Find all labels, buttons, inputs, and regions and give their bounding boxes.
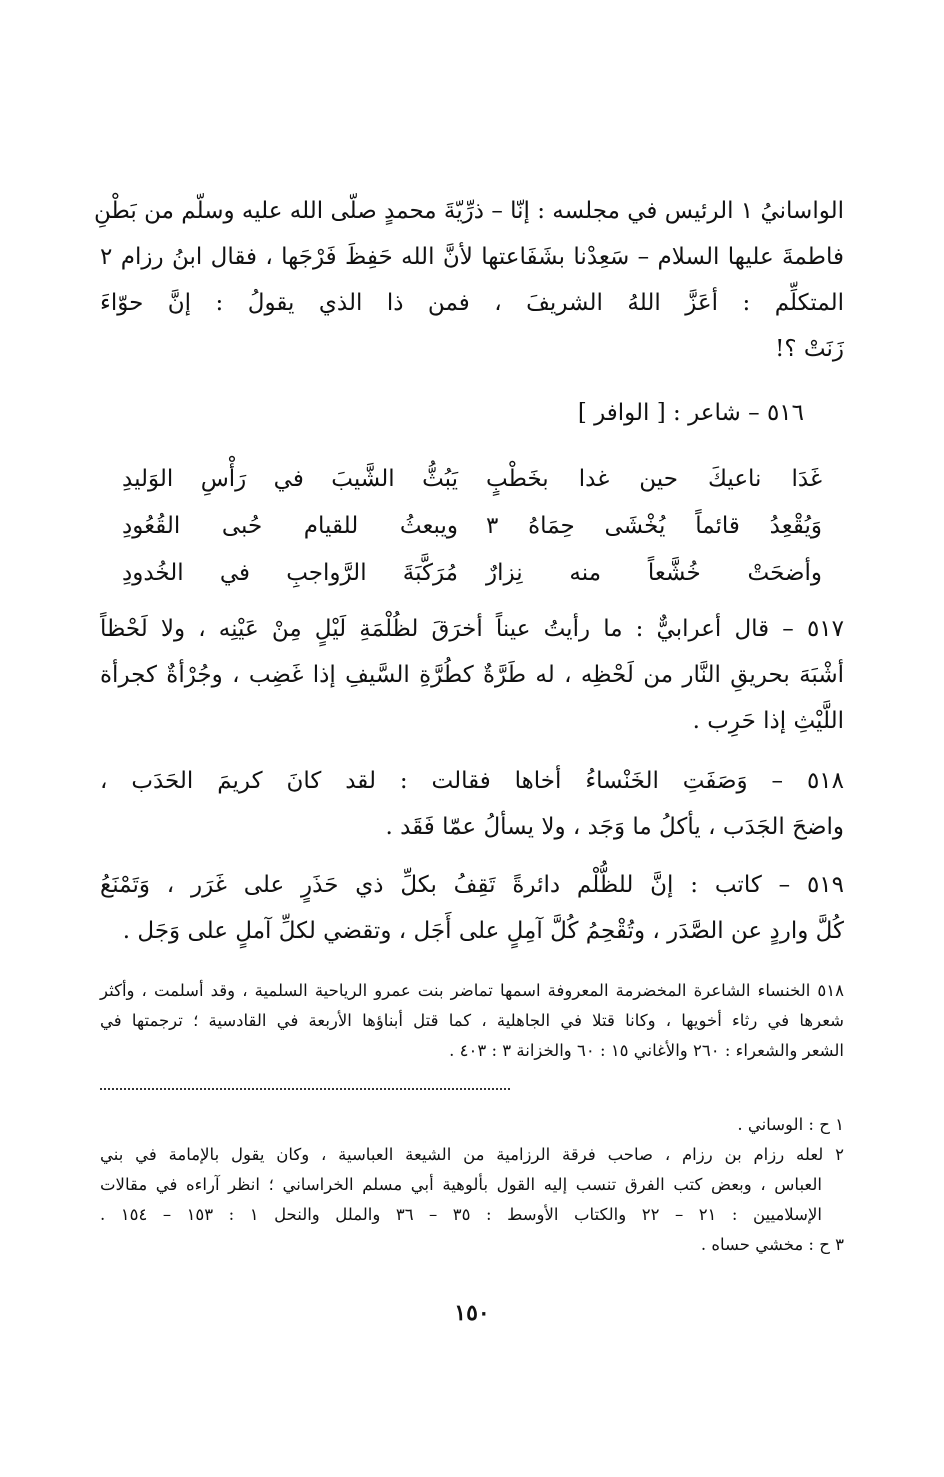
text-line: واضحَ الجَدَب ، يأكلُ ما وَجَد ، ولا يسألُ عمّا فَقَد . <box>385 814 844 840</box>
verse-second-hemistich: مُرَكَّبَةَ الرَّواجبِ في الخُدودِ <box>122 560 458 586</box>
entry-517-paragraph <box>100 606 844 744</box>
entry-heading: ٥١٦ – شاعر : [ الوافر ] <box>577 400 804 426</box>
footnote-1: ١ ح : الوساني . <box>737 1115 844 1134</box>
entry-519-paragraph <box>100 862 844 954</box>
note-line: الشعر والشعراء : ٢٦٠ والأغاني ١٥ : ٦٠ والخزانة ٣ : ٤٠٣ . <box>449 1041 844 1060</box>
verse-first-hemistich: غَدَا ناعيكَ حين غدا بخَطْبٍ <box>486 466 822 492</box>
text-line: المتكلِّم : أعَزَّ اللهُ الشريفَ ، فمن ذا الذي يقولُ : إنَّ حوّاءَ <box>100 290 844 316</box>
verse-line <box>122 503 822 550</box>
verse-first-hemistich: وَيُقْعِدُ قائماً يُخْشَى حِمَاهُ ٣ <box>486 513 822 539</box>
footnotes <box>100 1110 844 1260</box>
text-line: ٥١٩ – كاتب : إنَّ للظُّلْم دائرةً تَقِفُ بكلِّ ذي حَذَرٍ على غَرَر ، وَتَمْنَعُ <box>100 872 844 898</box>
entry-515-paragraph <box>94 188 844 372</box>
verse-second-hemistich: يَبُثُّ الشَّيبَ في رَأْسِ الوَليدِ <box>122 466 458 492</box>
footnote-2-line: العباس ، وبعض كتب الفرق تنسب إليه القول بألوهية أبي مسلم الخراساني ؛ انظر آراءه في مقالات <box>100 1175 822 1194</box>
note-line: شعرها في رثاء أخويها ، وكانا قتلا في الجاهلية ، كما قتل أبناؤها الأربعة في القادسية ؛ ترجمتها في <box>100 1011 844 1030</box>
note-line: ٥١٨ الخنساء الشاعرة المخضرمة المعروفة اسمها تماضر بنت عمرو الرياحية السلمية ، وقد أسلمت ، وأكثر <box>100 981 844 1000</box>
text-line: كُلَّ واردٍ عن الصَّدَر ، وتُقْحِمُ كُلَّ آمِلٍ على أَجَل ، وتقضي لكلِّ آملٍ على وَجَل . <box>122 918 844 944</box>
footnote-separator <box>100 1088 510 1090</box>
page-number: ١٥٠ <box>454 1300 490 1326</box>
text-line: زَنَتْ ؟! <box>775 336 844 362</box>
text-line: أشْبَهَ بحريقِ النَّار من لَحْظِه ، له طَرَّةٌ كطُرَّةِ السَّيفِ إذا غَضِب ، وجُرْأةٌ كجرأة <box>100 662 844 688</box>
verse-line <box>122 456 822 503</box>
verse-second-hemistich: ويبعثُ للقيام حُبى القُعُودِ <box>122 513 458 539</box>
text-line: اللَّيْثِ إذا حَرِب . <box>692 708 844 734</box>
verse-line <box>122 550 822 597</box>
poem-verses <box>122 456 822 597</box>
text-line: الواسانيُ ١ الرئيس في مجلسه : إنّا – ذرِّيّةَ محمدٍ صلّى الله عليه وسلّم من بَطْنِ <box>94 198 844 224</box>
footnote-3: ٣ ح : مخشي حساه . <box>700 1235 844 1254</box>
text-line: ٥١٨ – وَصَفَتِ الخَنْساءُ أخاها فقالت : لقد كانَ كريمَ الحَدَب ، <box>100 768 844 794</box>
text-line: ٥١٧ – قال أعرابيٌّ : ما رأيتُ عيناً أخرَقَ لظُلْمَةِ لَيْلٍ مِنْ عَيْنِه ، ولا لَحْظاً <box>100 616 844 642</box>
footnote-2-line: الإسلاميين : ٢١ – ٢٢ والكتاب الأوسط : ٣٥ – ٣٦ والملل والنحل ١ : ١٥٣ – ١٥٤ . <box>100 1205 822 1224</box>
entry-518-paragraph <box>100 758 844 850</box>
entry-516-heading <box>100 390 844 436</box>
text-line: فاطمةَ عليها السلام – سَعِدْنا بشَفَاعتها لأنَّ الله حَفِظَ فَرْجَها ، فقال ابنُ رزام ٢ <box>100 244 844 270</box>
verse-first-hemistich: وأضحَتْ خُشَّعاً منه نِزارٌ <box>486 560 822 586</box>
commentary-note-518 <box>100 976 844 1066</box>
footnote-2-line: ٢ لعله رزام بن رزام ، صاحب فرقة الرزامية من الشيعة العباسية ، وكان يقول بالإمامة في بني <box>100 1145 844 1164</box>
